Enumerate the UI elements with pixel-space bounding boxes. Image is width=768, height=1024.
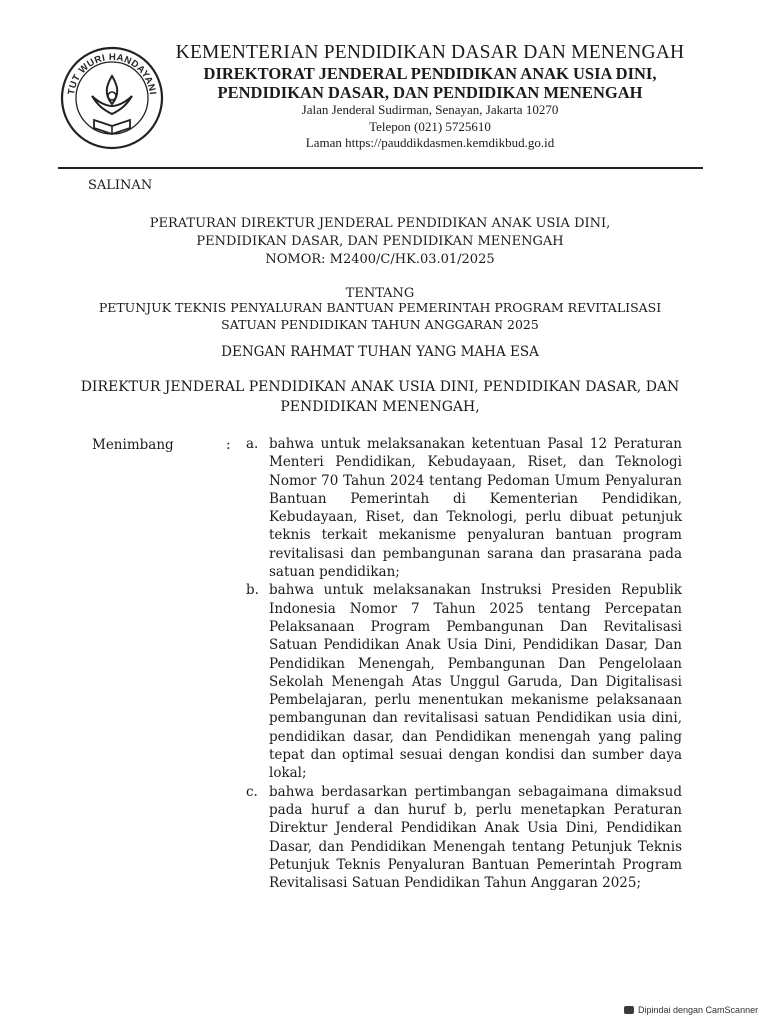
regulation-title — [60, 215, 700, 269]
subject-line-1: PETUNJUK TEKNIS PENYALURAN BANTUAN PEMERINTAH PROGRAM REVITALISASI — [98, 300, 662, 315]
regulation-subject — [60, 299, 700, 333]
menimbang-item-b — [246, 581, 682, 782]
item-text: bahwa untuk melaksanakan Instruksi Presiden Republik Indonesia Nomor 7 Tahun 2025 tentang Percepatan Pelaksanaan Program Pembangunan Dan Revitalisasi Satuan Pendidikan Anak Usia Dini, Pendidikan Dasar, Dan Pendidikan Menengah, Pembangunan Dan Pengelolaan Sekolah Menengah Atas Unggul Garuda, Dan Digitalisasi Pembelajaran, perlu menentukan mekanisme pelaksanaan pembangunan dan revitalisasi satuan Pendidikan usia dini, pendidikan dasar, dan Pendidikan menengah yang paling tepat dan optimal sesuai dengan kondisi dan sumber daya lokal; — [269, 582, 682, 782]
dirjen-line-2: PENDIDIKAN MENENGAH, — [280, 399, 480, 415]
title-line-2: PENDIDIKAN DASAR, DAN PENDIDIKAN MENENGAH — [196, 234, 564, 249]
website: Laman https://pauddikdasmen.kemdikbud.go.id — [305, 135, 555, 150]
item-marker: a. — [246, 436, 259, 452]
dirjen-line-1: DIREKTUR JENDERAL PENDIDIKAN ANAK USIA DINI, PENDIDIKAN DASAR, DAN — [80, 379, 680, 395]
menimbang-list — [246, 435, 682, 892]
dirjen-heading — [60, 377, 700, 417]
letterhead — [170, 42, 690, 152]
item-text: bahwa berdasarkan pertimbangan sebagaimana dimaksud pada huruf a dan huruf b, perlu menetapkan Peraturan Direktur Jenderal Pendidikan Anak Usia Dini, Pendidikan Dasar, dan Pendidikan Menengah tentang Petunjuk Teknis Petunjuk Teknis Penyaluran Bantuan Pemerintah Program Revitalisasi Satuan Pendidikan Tahun Anggaran 2025; — [269, 783, 682, 892]
rahmat-heading: DENGAN RAHMAT TUHAN YANG MAHA ESA — [221, 344, 539, 360]
item-text: bahwa untuk melaksanakan ketentuan Pasal 12 Peraturan Menteri Pendidikan, Kebudayaan, Riset, dan Teknologi Nomor 70 Tahun 2024 tentang Pedoman Umum Penyaluran Bantuan Pemerintah di Kementerian Pendidikan, Kebudayaan, Riset, dan Teknologi, perlu dibuat petunjuk teknis terkait mekanisme penyaluran bantuan program revitalisasi dan pembangunan sarana dan prasarana pada satuan pendidikan; — [269, 436, 682, 581]
letterhead-divider — [58, 167, 703, 169]
tut-wuri-handayani-logo-icon — [58, 44, 166, 152]
subject-line-2: SATUAN PENDIDIKAN TAHUN ANGGARAN 2025 — [221, 317, 539, 332]
menimbang-item-c — [246, 783, 682, 893]
copy-label: SALINAN — [88, 178, 153, 193]
ministry-name: KEMENTERIAN PENDIDIKAN DASAR DAN MENENGAH — [175, 42, 685, 63]
tentang-heading: TENTANG — [345, 286, 415, 301]
logo-motto: TUT WURI HANDAYANI — [66, 51, 158, 96]
item-marker: c. — [246, 783, 258, 800]
scanner-text: Dipindai dengan CamScanner — [638, 1005, 759, 1015]
camscanner-icon — [624, 1006, 634, 1014]
menimbang-colon: : — [226, 437, 231, 453]
regulation-number: NOMOR: M2400/C/HK.03.01/2025 — [265, 252, 495, 267]
phone: Telepon (021) 5725610 — [369, 118, 491, 134]
address: Jalan Jenderal Sudirman, Senayan, Jakarta 10270 — [301, 102, 559, 117]
item-marker: b. — [246, 582, 259, 599]
menimbang-label: Menimbang — [92, 437, 174, 453]
directorate-name: DIREKTORAT JENDERAL PENDIDIKAN ANAK USIA DINI, PENDIDIKAN DASAR, DAN PENDIDIKAN MENENGAH — [203, 64, 657, 102]
scanner-watermark — [624, 1005, 758, 1015]
menimbang-item-a — [246, 435, 682, 581]
title-line-1: PERATURAN DIREKTUR JENDERAL PENDIDIKAN ANAK USIA DINI, — [149, 216, 611, 231]
